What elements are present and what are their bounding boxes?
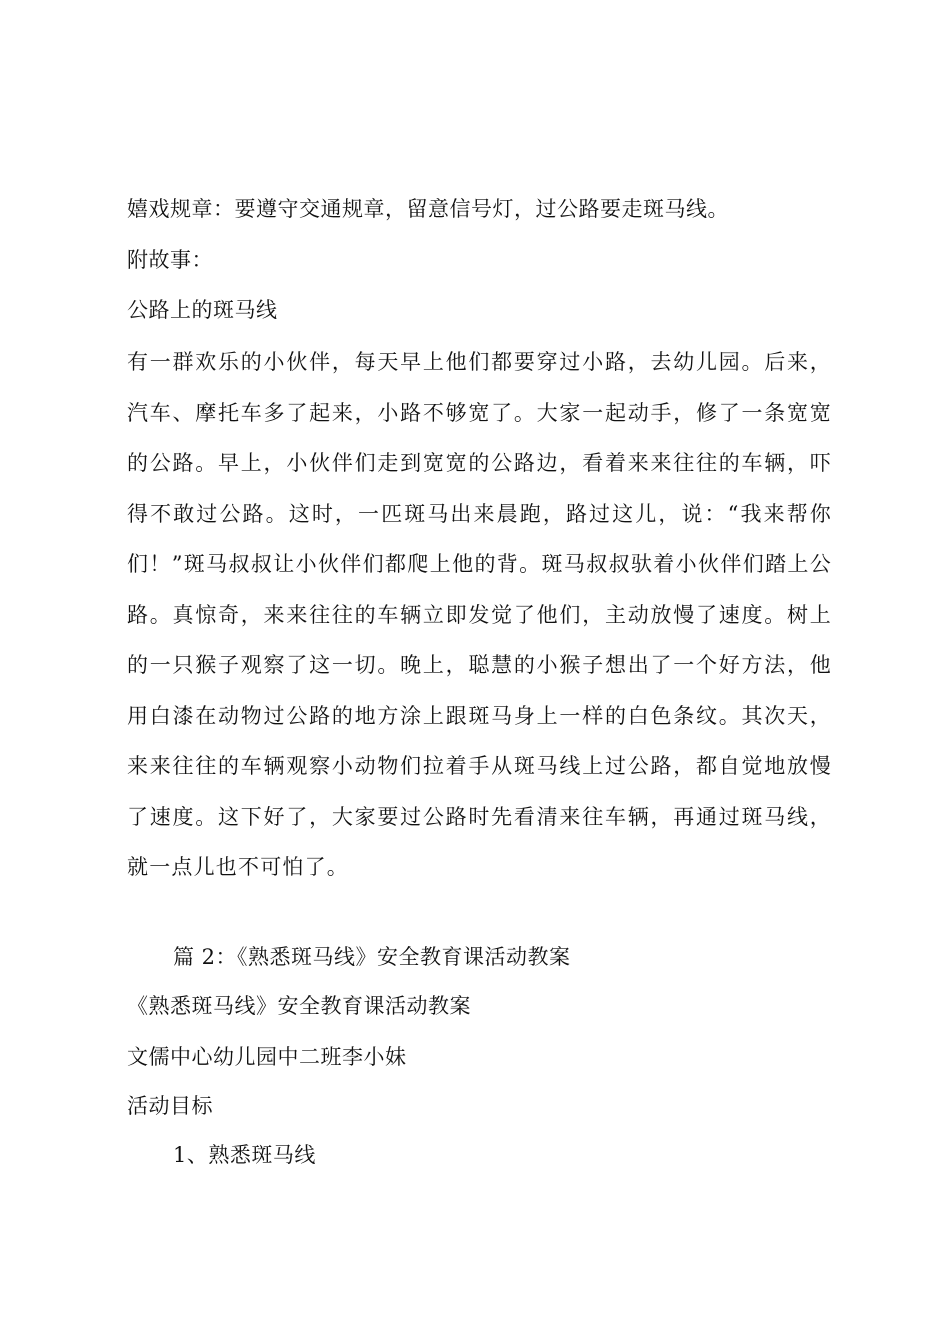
lesson-title: 《熟悉斑马线》安全教育课活动教案 xyxy=(127,994,471,1018)
story-title: 公路上的斑马线 xyxy=(127,298,278,322)
objective-item-1: 1、熟悉斑马线 xyxy=(173,1143,316,1167)
section-heading: 篇 2：《熟悉斑马线》安全教育课活动教案 xyxy=(173,945,571,969)
appendix-label: 附故事： xyxy=(127,248,213,272)
game-rules-line: 嬉戏规章：要遵守交通规章，留意信号灯，过公路要走斑马线。 xyxy=(127,197,729,221)
story-body: 有一群欢乐的小伙伴，每天早上他们都要穿过小路，去幼儿园。后来，汽车、摩托车多了起来，小路不够宽了。大家一起动手，修了一条宽宽的公路。早上，小伙伴们走到宽宽的公路边，看着来来往往的车辆，吓得不敢过公路。这时，一匹斑马出来晨跑，路过这儿，说：“我来帮你们！”斑马叔叔让小伙伴们都爬上他的背。斑马叔叔驮着小伙伴们踏上公路。真惊奇，来来往往的车辆立即发觉了他们，主动放慢了速度。树上的一只猴子观察了这一切。晚上，聪慧的小猴子想出了一个好方法，他用白漆在动物过公路的地方涂上跟斑马身上一样的白色条纹。其次天，来来往往的车辆观察小动物们拉着手从斑马线上过公路，都自觉地放慢了速度。这下好了，大家要过公路时先看清来往车辆，再通过斑马线，就一点儿也不可怕了。 xyxy=(127,350,832,879)
objectives-label: 活动目标 xyxy=(127,1094,213,1118)
author-line: 文儒中心幼儿园中二班李小妹 xyxy=(127,1045,407,1069)
